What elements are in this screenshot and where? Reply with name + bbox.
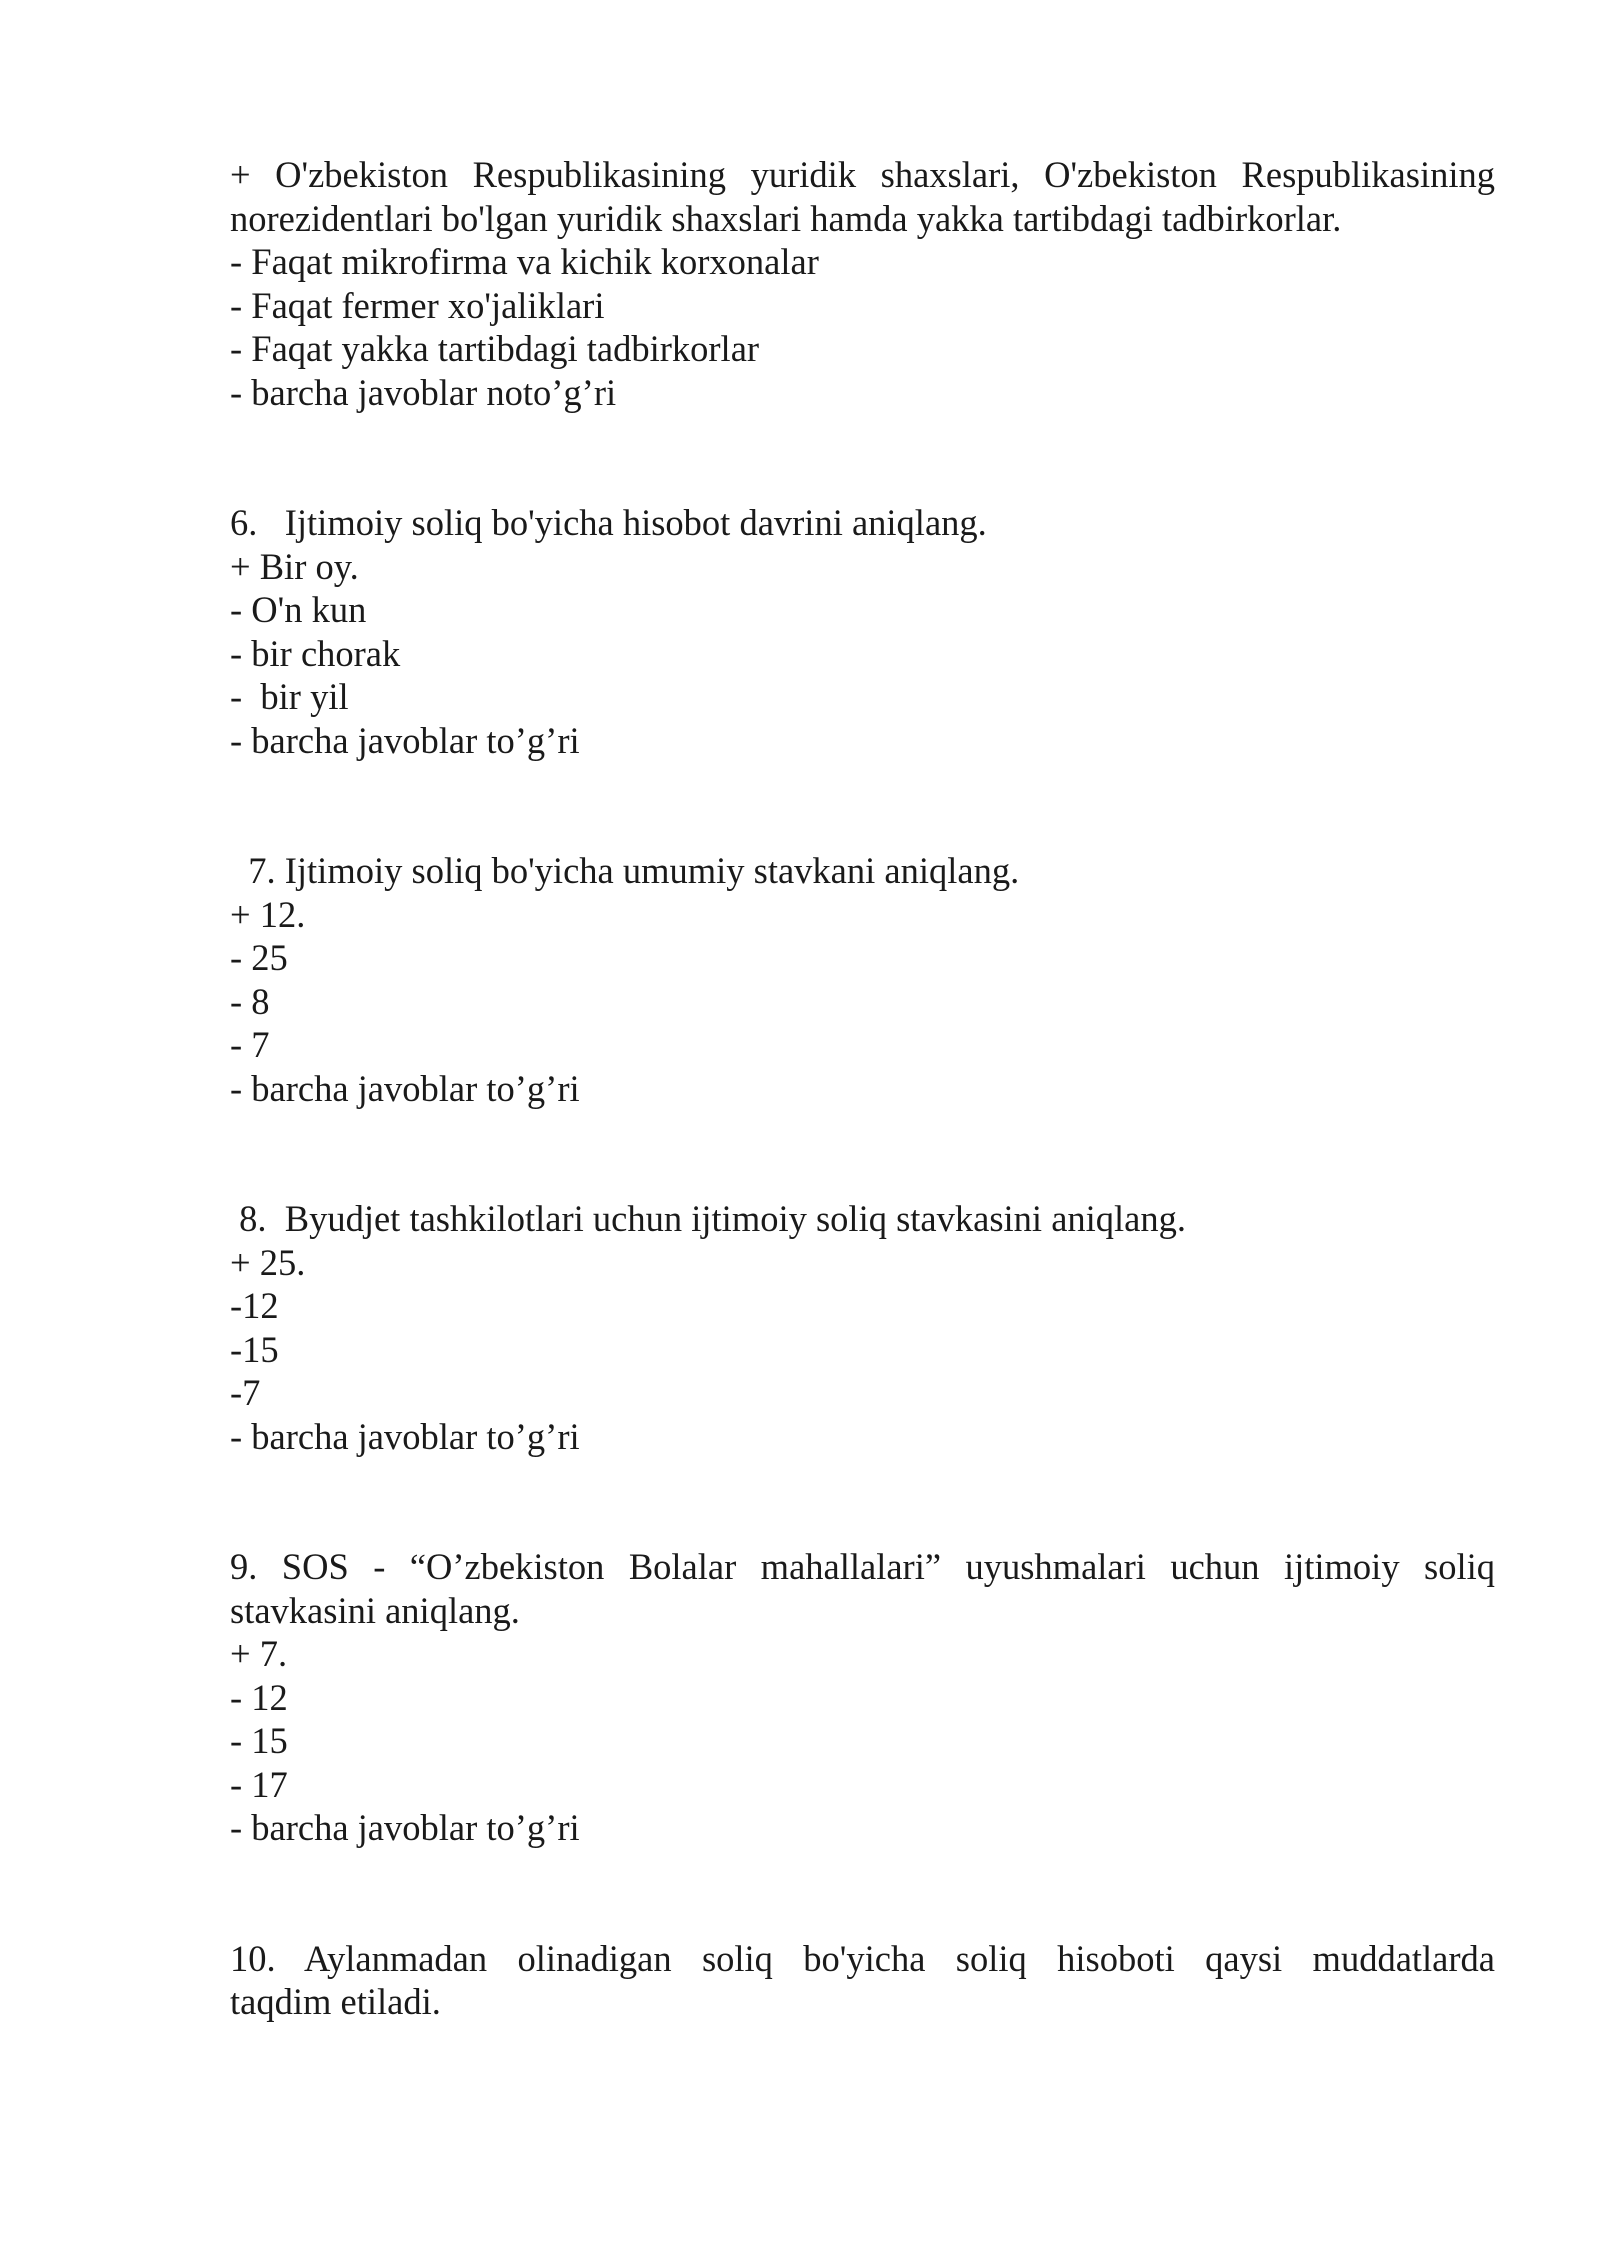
- answer-option: - 12: [230, 1676, 288, 1718]
- answer-option: - barcha javoblar to’g’ri: [230, 1415, 580, 1457]
- answer-option: - 25: [230, 937, 288, 978]
- question-text: 10. Aylanmadan olinadigan soliq bo'yicha soliq hisoboti qaysi muddatlarda: [230, 1937, 1495, 1979]
- answer-option: - barcha javoblar to’g’ri: [230, 1807, 580, 1848]
- question-text: 6. Ijtimoiy soliq bo'yicha hisobot davrini aniqlang.: [230, 502, 987, 543]
- answer-option: - 8: [230, 980, 270, 1022]
- question-block-7: [230, 849, 1495, 1110]
- document-page: [230, 153, 1495, 2024]
- answer-option: + 12.: [230, 893, 306, 935]
- answer-option: - 7: [230, 1024, 270, 1065]
- answer-option: -7: [230, 1372, 261, 1413]
- answer-option: - barcha javoblar noto’g’ri: [230, 371, 617, 413]
- answer-option: + 25.: [230, 1241, 306, 1283]
- question-block-10: [230, 1937, 1495, 2024]
- answer-option: - Faqat mikrofirma va kichik korxonalar: [230, 241, 819, 282]
- answer-option: -15: [230, 1328, 279, 1370]
- answer-option: - barcha javoblar to’g’ri: [230, 1067, 580, 1109]
- answer-option: + Bir oy.: [230, 545, 359, 587]
- correct-answer: + O'zbekiston Respublikasining yuridik shaxslari, O'zbekiston Respublikasining: [230, 154, 1495, 195]
- question-text: 7. Ijtimoiy soliq bo'yicha umumiy stavkani aniqlang.: [230, 850, 1020, 891]
- answer-option: - bir yil: [230, 676, 349, 717]
- intro-answer-block: [230, 153, 1495, 414]
- answer-option: - O'n kun: [230, 589, 367, 630]
- answer-option: - barcha javoblar to’g’ri: [230, 719, 580, 761]
- answer-option: - Faqat yakka tartibdagi tadbirkorlar: [230, 328, 760, 369]
- question-text: 9. SOS - “O’zbekiston Bolalar mahallalari” uyushmalari uchun ijtimoiy soliq: [230, 1546, 1495, 1587]
- answer-option: - 15: [230, 1720, 288, 1761]
- question-block-6: [230, 501, 1495, 762]
- question-text-continuation: taqdim etiladi.: [230, 1981, 441, 2022]
- question-text: 8. Byudjet tashkilotlari uchun ijtimoiy soliq stavkasini aniqlang.: [230, 1198, 1187, 1239]
- answer-option: - 17: [230, 1763, 288, 1805]
- question-text-continuation: stavkasini aniqlang.: [230, 1589, 520, 1631]
- question-block-9: [230, 1545, 1495, 1850]
- answer-option: - Faqat fermer xo'jaliklari: [230, 284, 605, 326]
- answer-option: + 7.: [230, 1633, 288, 1674]
- answer-continuation: norezidentlari bo'lgan yuridik shaxslari hamda yakka tartibdagi tadbirkorlar.: [230, 197, 1342, 239]
- question-block-8: [230, 1197, 1495, 1458]
- answer-option: - bir chorak: [230, 632, 401, 674]
- answer-option: -12: [230, 1285, 279, 1326]
